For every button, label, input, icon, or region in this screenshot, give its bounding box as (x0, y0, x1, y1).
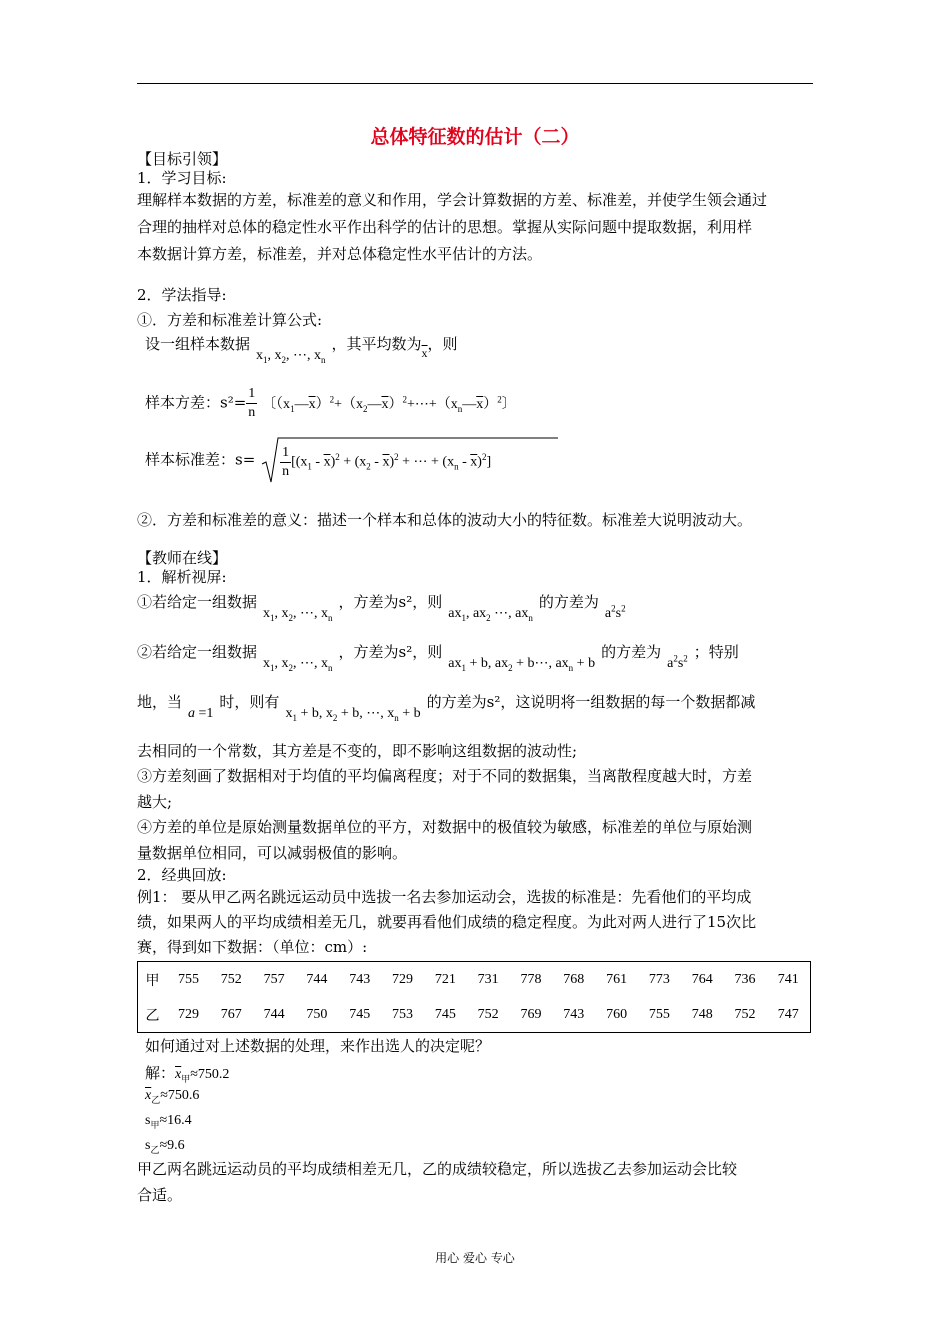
page-title: 总体特征数的估计（二） (370, 126, 580, 148)
table-cell: 773 (648, 971, 670, 987)
row-name-cell: 甲 (145, 972, 160, 989)
table-cell: 744 (306, 971, 328, 987)
analysis-line: ④方差的单位是原始测量数据单位的平方，对数据中的极值较为敏感，标准差的单位与原始测 (137, 818, 753, 836)
table-cell: 778 (520, 971, 542, 987)
example-line: 赛，得到如下数据：（单位：cm）: (137, 938, 368, 956)
question-line: 如何通过对上述数据的处理，来作出选人的决定呢？ (145, 1037, 491, 1055)
solution-line: $\overline{x}_乙\approx 750.6$ (145, 1088, 200, 1106)
table-cell: 731 (477, 971, 499, 987)
table-cell: 745 (349, 1006, 371, 1022)
table-cell: 752 (220, 971, 242, 987)
solution-line: $s_甲\approx 16.4$ (145, 1113, 192, 1131)
table-cell: 736 (734, 971, 756, 987)
setup-line: 设一组样本数据$x_1$, $x_2$, ⋯, $x_n$，其平均数为$_{\overline{x}}$，则 (145, 335, 458, 365)
variance-formula: 样本方差：s²= $\frac{1}{n}$ 〔$(x_1—\overline{x})^2+(x_2—\overline{x})^2+\cdots+(x_n—\overline{x})^2$〕 (145, 386, 516, 420)
table-cell: 748 (691, 1006, 713, 1022)
table-cell: 767 (220, 1006, 242, 1022)
table-cell: 743 (563, 1006, 585, 1022)
table-cell: 744 (263, 1006, 285, 1022)
analysis-2b: 地，当a =1时，则有$x_1 + b$, $x_2 + b$, ⋯, $x_n + b$的方差为s²，这说明将一组数据的每一个数据都减 (137, 693, 756, 723)
table-row (138, 962, 811, 998)
section-heading: 【教师在线】 (137, 549, 228, 567)
goal-line: 理解样本数据的方差，标准差的意义和作用，学会计算数据的方差、标准差，并使学生领会通过 (137, 191, 768, 209)
table-cell: 760 (606, 1006, 628, 1022)
analysis-line: 越大; (137, 793, 173, 811)
conclusion-line: 甲乙两名跳远运动员的平均成绩相差无几，乙的成绩较稳定，所以选拔乙去参加运动会比较 (137, 1160, 738, 1178)
goal-heading: 1．学习目标: (137, 169, 227, 187)
review-heading: 2．经典回放: (137, 866, 227, 884)
header-rule (137, 83, 813, 84)
table-cell: 753 (392, 1006, 414, 1022)
table-cell: 741 (777, 971, 799, 987)
meaning-line: ②．方差和标准差的意义：描述一个样本和总体的波动大小的特征数。标准差大说明波动大。 (137, 511, 753, 529)
score-table (137, 961, 811, 1033)
table-cell: 761 (606, 971, 628, 987)
std-formula: 样本标准差：s= $\frac{1}{n}$ [$(x_1 - \overline{x})^2 + (x_2 - \overline{x})^2$ + ⋯ + $(x_n - \overline{x})^2$] (145, 440, 491, 481)
table-cell: 764 (691, 971, 713, 987)
table-cell: 755 (177, 971, 199, 987)
table-cell: 768 (563, 971, 585, 987)
table-cell: 729 (177, 1006, 199, 1022)
table-cell: 743 (349, 971, 371, 987)
section-heading: 【目标引领】 (137, 150, 228, 168)
method-heading: 2．学法指导: (137, 286, 227, 304)
table-cell: 745 (434, 1006, 456, 1022)
solution-line: 解：$\overline{x}_甲\approx 750.2$ (145, 1064, 230, 1085)
example-line: 例1： 要从甲乙两名跳远运动员中选拔一名去参加运动会，选拔的标准是：先看他们的平均成 (137, 888, 752, 906)
conclusion-line: 合适。 (137, 1186, 183, 1204)
analysis-line: 量数据单位相同，可以减弱极值的影响。 (137, 844, 408, 862)
formula-heading: ①．方差和标准差计算公式: (137, 311, 323, 329)
table-cell: 747 (777, 1006, 799, 1022)
analysis-line: 去相同的一个常数，其方差是不变的，即不影响这组数据的波动性; (137, 742, 578, 760)
goal-line: 合理的抽样对总体的稳定性水平作出科学的估计的思想。掌握从实际问题中提取数据，利用样 (137, 218, 753, 236)
goal-line: 本数据计算方差，标准差，并对总体稳定性水平估计的方法。 (137, 245, 543, 263)
table-cell: 750 (306, 1006, 328, 1022)
table-cell: 752 (477, 1006, 499, 1022)
row-name-cell: 乙 (145, 1007, 160, 1024)
table-cell: 752 (734, 1006, 756, 1022)
table-cell: 721 (434, 971, 456, 987)
solution-line: $s_乙\approx 9.6$ (145, 1138, 185, 1156)
table-cell: 755 (648, 1006, 670, 1022)
table-cell: 757 (263, 971, 285, 987)
table-cell: 729 (392, 971, 414, 987)
analysis-1: ①若给定一组数据$x_1$, $x_2$, ⋯, $x_n$，方差为s²，则$ax_1$, $ax_2$ ⋯, $ax_n$的方差为$a^2s^2$ (137, 593, 626, 623)
sqrt-sign (260, 434, 560, 484)
page-footer: 用心 爱心 专心 (435, 1251, 515, 1265)
analysis-line: ③方差刻画了数据相对于均值的平均偏离程度；对于不同的数据集，当离散程度越大时，方差 (137, 767, 753, 785)
table-cell: 769 (520, 1006, 542, 1022)
analysis-heading: 1．解析视屏: (137, 568, 227, 586)
analysis-2: ②若给定一组数据$x_1$, $x_2$, ⋯, $x_n$，方差为s²，则$ax_1 + b$, $ax_2$ + b⋯, $ax_n + b$的方差为$a^2s^2$ ；特别 (137, 643, 739, 673)
example-line: 绩，如果两人的平均成绩相差无几，就要再看他们成绩的稳定程度。为此对两人进行了15次比 (137, 913, 757, 931)
table-row (138, 997, 811, 1033)
